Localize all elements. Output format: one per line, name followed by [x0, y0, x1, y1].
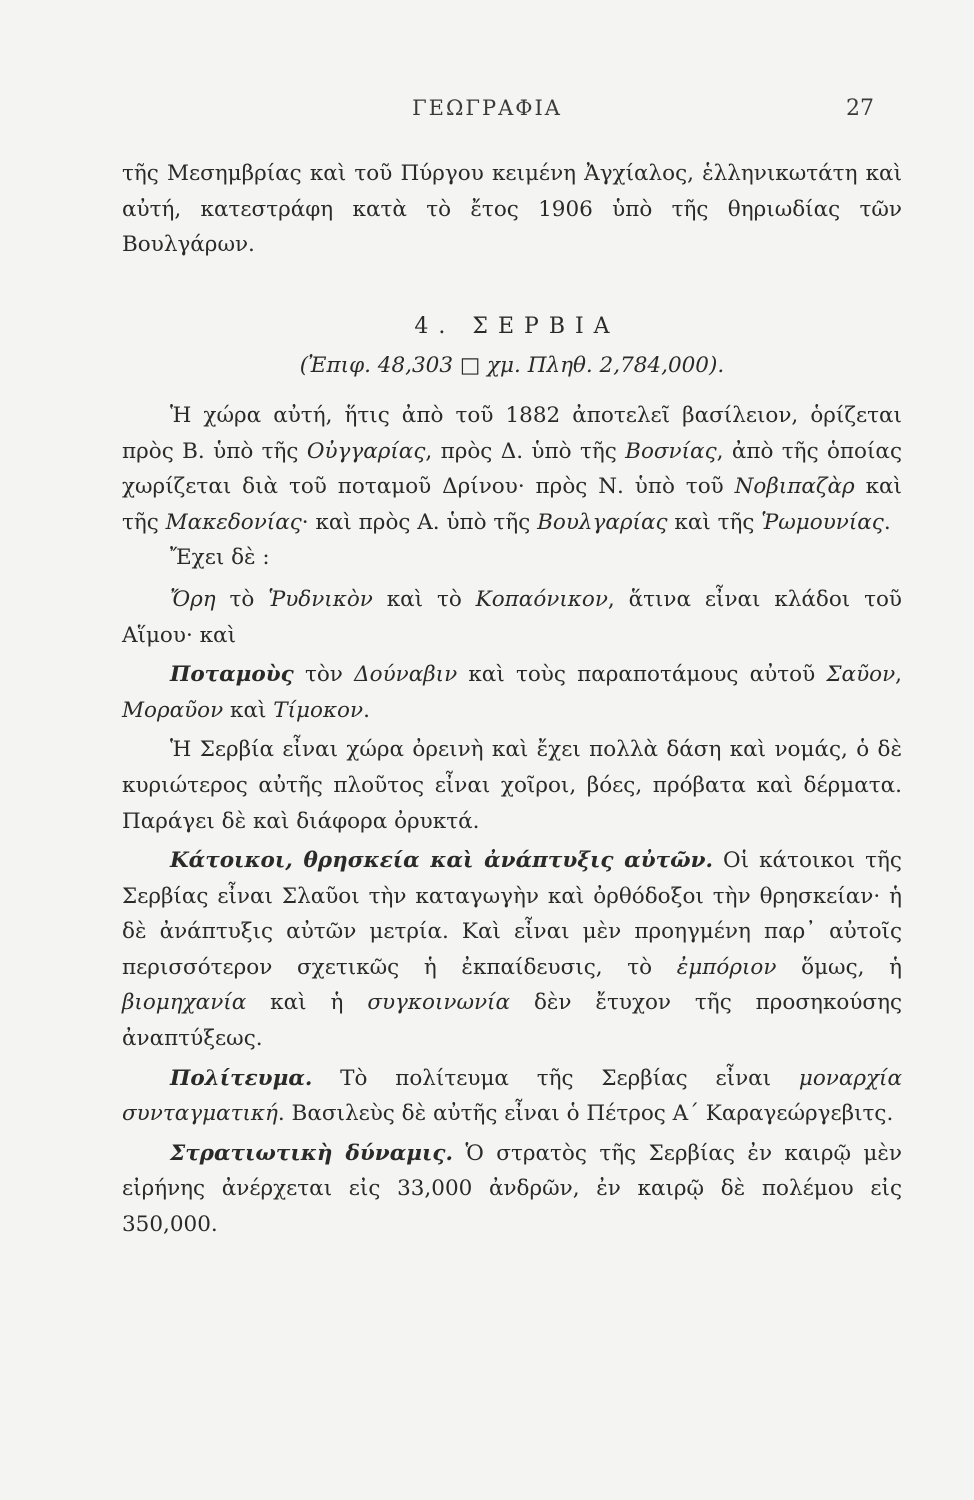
text-run: Οἱ κάτοικοι τῆς Σερβίας εἶναι Σλαῦοι τὴν καταγωγὴν καὶ ὀρθόδοξοι τὴν θρησκείαν· ἡ δὲ ἀνάπτυξις αὐτῶν μετρία. Καὶ εἶναι μὲν προηγμένη παρ᾽ αὐτοῖς περισσότερον σχετικῶς ἡ ἐκπαίδευσις, τὸ	[122, 848, 902, 980]
mountains-paragraph	[122, 582, 902, 653]
mountain-name: Ῥυδνικὸν	[268, 586, 373, 612]
military-paragraph	[122, 1136, 902, 1243]
inhabitants-paragraph	[122, 843, 902, 1057]
text-run: καὶ τὸ	[372, 586, 476, 612]
term: βιομηχανία	[122, 990, 247, 1016]
has-intro-paragraph: Ἔχει δὲ :	[170, 545, 270, 571]
text-run: Ἡ χώρα αὐτή, ἥτις ἀπὸ τοῦ 1882 ἀποτελεῖ βασίλειον, ὁρίζεται πρὸς Β. ὑπὸ τῆς	[122, 402, 902, 464]
place-name: Βοσνίας	[625, 438, 717, 464]
river-name: Δούναβιν	[354, 662, 458, 688]
place-name: Οὐγγαρίας	[306, 438, 426, 464]
government-paragraph	[122, 1061, 902, 1132]
text-run: τὸ	[215, 586, 269, 612]
inhabitants-heading: Κάτοικοι, θρησκεία καὶ ἀνάπτυξις αὐτῶν.	[170, 848, 713, 874]
borders-paragraph	[122, 398, 902, 540]
mountains-heading: Ὄρη	[170, 586, 216, 612]
river-name: Τίμοκον	[273, 697, 364, 723]
term: ἐμπόριον	[676, 954, 777, 980]
place-name: Ῥωμουνίας	[761, 509, 884, 535]
river-name: Μοραῦον	[122, 697, 224, 723]
text-run: ὅμως, ἡ	[776, 954, 903, 980]
military-heading: Στρατιωτικὴ δύναμις.	[170, 1140, 453, 1166]
text-run: τὸν	[293, 662, 355, 688]
text-run: , πρὸς Δ. ὑπὸ τῆς	[425, 438, 626, 464]
text-run: , ἅτινα εἶναι κλάδοι τοῦ Αἵμου· καὶ	[122, 586, 902, 648]
rivers-paragraph	[122, 657, 902, 728]
text-run: Τὸ πολίτευμα τῆς Σερβίας εἶναι	[312, 1065, 799, 1091]
running-title: ΓΕΩΓΡΑΦΙΑ	[412, 96, 562, 120]
mountain-name: Κοπαόνικον	[475, 586, 608, 612]
text-run: . Βασιλεὺς δὲ αὐτῆς εἶναι ὁ Πέτρος Α΄ Καραγεώργεβιτς.	[277, 1101, 894, 1127]
text-run: .	[363, 697, 370, 723]
intro-paragraph: τῆς Μεσημβρίας καὶ τοῦ Πύργου κειμένη Ἀγχίαλος, ἑλληνικωτάτη καὶ αὐτή, κατεστράφη κατὰ τὸ ἔτος 1906 ὑπὸ τῆς θηριωδίας τῶν Βουλγάρων.	[122, 161, 902, 258]
page-header	[0, 96, 974, 136]
term: συγκοινωνία	[367, 990, 511, 1016]
text-run: · καὶ πρὸς Α. ὑπὸ τῆς	[301, 509, 538, 535]
page-number: 27	[846, 96, 874, 121]
river-name: Σαῦον	[826, 662, 896, 688]
text-run: καὶ τῆς	[122, 474, 902, 535]
term: μοναρχία συνταγματική	[122, 1065, 902, 1127]
text-run: καὶ τῆς	[667, 509, 762, 535]
text-run: ,	[895, 662, 903, 688]
government-heading: Πολίτευμα.	[170, 1065, 313, 1091]
text-run: καὶ τοὺς παραποτάμους αὐτοῦ	[457, 662, 827, 688]
section-heading: 4. ΣΕΡΒΙΑ	[414, 313, 620, 339]
place-name: Νοβιπαζὰρ	[734, 474, 855, 500]
text-run: καὶ	[223, 697, 274, 723]
place-name: Μακεδονίας	[165, 509, 302, 535]
text-run: .	[883, 509, 891, 535]
section-stats: (Ἐπιφ. 48,303 □ χμ. Πληθ. 2,784,000).	[299, 353, 725, 379]
text-run: καὶ ἡ	[246, 990, 368, 1016]
text-run: δὲν ἔτυχον τῆς προσηκούσης ἀναπτύξεως.	[122, 990, 902, 1052]
rivers-heading: Ποταμοὺς	[170, 662, 294, 688]
text-run: , ἀπὸ τῆς ὁποίας χωρίζεται διὰ τοῦ ποταμοῦ Δρίνου· πρὸς Ν. ὑπὸ τοῦ	[122, 438, 902, 500]
place-name: Βουλγαρίας	[537, 509, 668, 535]
economy-paragraph: Ἡ Σερβία εἶναι χώρα ὀρεινὴ καὶ ἔχει πολλὰ δάση καὶ νομάς, ὁ δὲ κυριώτερος αὐτῆς πλοῦτος εἶναι χοῖροι, βόες, πρόβατα καὶ δέρματα. Παράγει δὲ καὶ διάφορα ὀρυκτά.	[122, 737, 902, 834]
text-run: Ὁ στρατὸς τῆς Σερβίας ἐν καιρῷ μὲν εἰρήνης ἀνέρχεται εἰς 33,000 ἀνδρῶν, ἐν καιρῷ δὲ πολέμου εἰς 350,000.	[122, 1140, 902, 1238]
body-text	[122, 156, 902, 1243]
